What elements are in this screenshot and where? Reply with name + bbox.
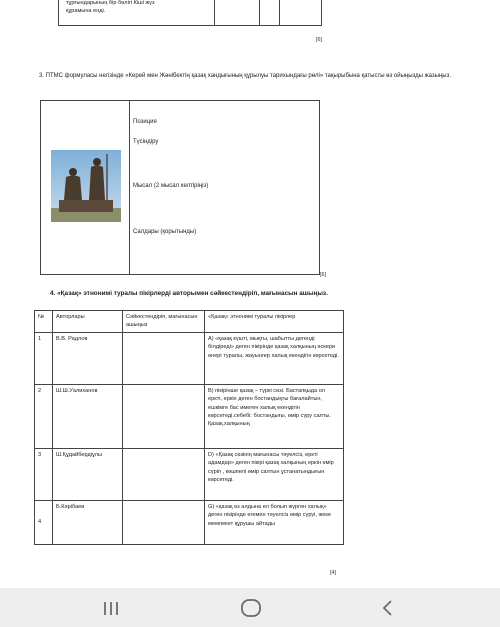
row-opinion: G) «қазақ өз алдына ел болып жүрген халық» деген пікірінде егемен тәуелсіз өмір сүруі, жеке мемлекет құрушы айтады bbox=[205, 500, 344, 544]
row-number: 3 bbox=[35, 448, 53, 500]
recents-icon[interactable] bbox=[101, 599, 121, 617]
row-opinion: А) «қазақ күшті, мықты, шабытты дегенді білдіреді» деген пікірінде қазақ халқының әскери өнері туралы, жауынгер халық екендігін көрсетеді. bbox=[205, 332, 344, 384]
previous-task-text bbox=[66, 0, 206, 15]
score-mark: [4] bbox=[330, 570, 337, 576]
ptms-conclusion-label: Салдары (қорытынды) bbox=[133, 229, 197, 235]
row-answer-cell bbox=[123, 332, 205, 384]
row-number: 2 bbox=[35, 384, 53, 448]
ptms-position-label: Позиция bbox=[133, 119, 157, 125]
kerey-zhanibek-monument-image bbox=[51, 150, 121, 222]
score-mark: [6] bbox=[316, 37, 323, 43]
header-authors: Авторлары bbox=[53, 311, 123, 333]
home-icon[interactable] bbox=[239, 598, 263, 618]
row-author: Б.Кәрібаев bbox=[53, 500, 123, 544]
row-author: В.В. Радлов bbox=[53, 332, 123, 384]
table-divider bbox=[279, 0, 280, 25]
header-number: № bbox=[35, 311, 53, 333]
ptms-table bbox=[40, 100, 320, 275]
score-mark: [6] bbox=[320, 272, 327, 278]
row-author: Ш.Құдайбердіұлы bbox=[53, 448, 123, 500]
row-opinion: D) «Қазақ сөзінің мағынасы тәуелсіз, еркті адамдар» деген пікірі қазақ халқының еркін өмір сүріп , көшпелі өмір салтын ұстанатындығын көрсетеді. bbox=[205, 448, 344, 500]
task3-prompt: 3. ПТМС формуласы негізінде «Керей мен Жәнібектің қазақ хандығының құрылуы тарихындағы рөлі» тақырыбына қатысты өз ойыңызды жазыңыз. bbox=[39, 73, 452, 79]
row-opinion: В) пікірінше қазақ – түркі сөзі. Бастапқыда ол еркті, еркін деген бостандықты бағалайтын, ешкімге бас имеген халық екендігін көрсетеді.себебі: бостандығы, өмір сүру салты. Қазақ.халқының bbox=[205, 384, 344, 448]
header-opinions: «Қазақ» этнонимі туралы пікірлер bbox=[205, 311, 344, 333]
text-line: тұрғындарының бір бөлігі Кіші жүз bbox=[66, 0, 155, 6]
authors-table bbox=[34, 310, 344, 545]
row-number: 4 bbox=[35, 500, 53, 544]
task4-title: 4. «Қазақ» этнонимі туралы пікірлерді авторымен сәйкестендіріп, мағынасын ашыңыз. bbox=[50, 290, 328, 297]
table-divider bbox=[259, 0, 260, 25]
table-row bbox=[35, 384, 344, 448]
text-line: құрамына енді. bbox=[66, 7, 106, 14]
table-row bbox=[35, 500, 344, 544]
ptms-explanation-label: Түсіндіру bbox=[133, 139, 159, 145]
table-row bbox=[35, 332, 344, 384]
ptms-example-label: Мысал (2 мысал келтіріңіз) bbox=[133, 183, 209, 189]
row-answer-cell bbox=[123, 500, 205, 544]
row-answer-cell bbox=[123, 384, 205, 448]
table-divider bbox=[214, 0, 215, 25]
row-answer-cell bbox=[123, 448, 205, 500]
header-match: Сәйкестендіріп, мағынасын ашыңыз bbox=[123, 311, 205, 333]
system-navigation-bar bbox=[0, 588, 500, 627]
row-number: 1 bbox=[35, 332, 53, 384]
table-header-row bbox=[35, 311, 344, 333]
table-divider bbox=[129, 101, 130, 274]
row-author: Ш.Ш.Уалиханов bbox=[53, 384, 123, 448]
back-icon[interactable] bbox=[379, 598, 395, 618]
table-row bbox=[35, 448, 344, 500]
